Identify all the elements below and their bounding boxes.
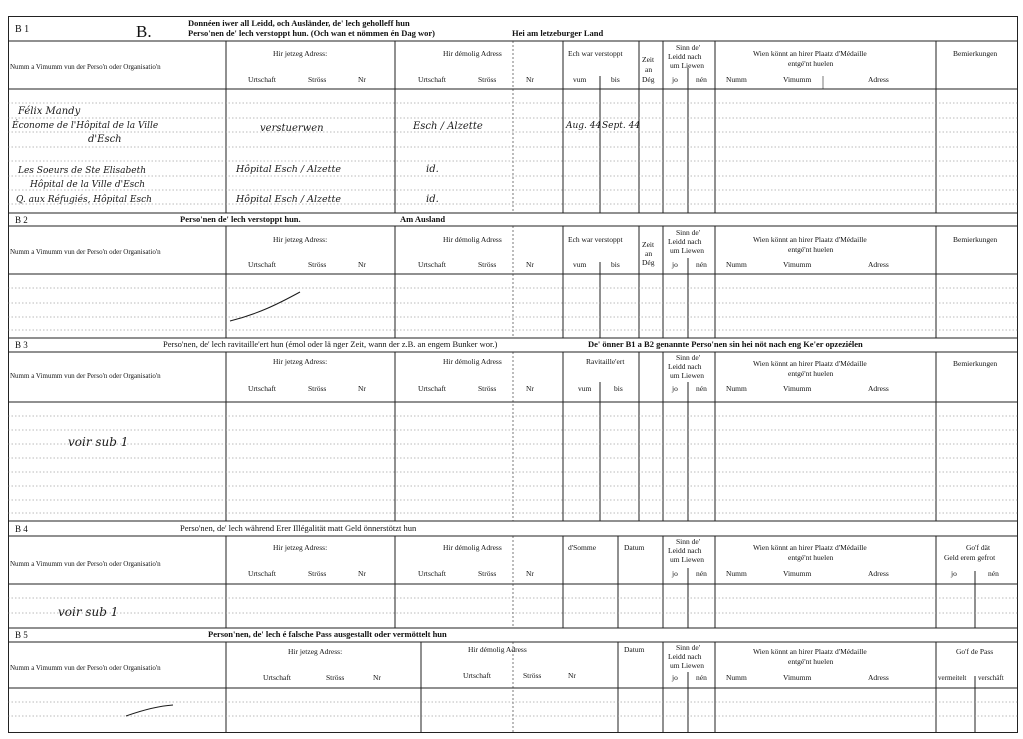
header-medal: entgé'nt huelen xyxy=(788,369,834,378)
section-b3-title-right: De' önner B1 a B2 genannte Perso'nen sin hei nöt nach eng Ke'er opzeziélen xyxy=(588,339,863,349)
header-vum: vum xyxy=(573,75,587,84)
header-nr: Nr xyxy=(526,260,534,269)
header-sinn: um Liewen xyxy=(670,661,704,670)
header-urtschaft: Urtschaft xyxy=(248,75,276,84)
header-numm: Numm xyxy=(726,569,747,578)
header-urtschaft: Urtschaft xyxy=(418,260,446,269)
header-hidden: Ech war verstoppt xyxy=(568,49,623,58)
header-stross: Ströss xyxy=(478,569,497,578)
section-b5-title: Person'nen, de' lech é falsche Pass ausgestallt oder vermöttelt hun xyxy=(208,629,447,639)
header-vimumm: Vimumm xyxy=(783,673,812,682)
header-vimumm: Vimumm xyxy=(783,569,812,578)
hw-b1-name6: Q. aux Réfugiés, Hôpital Esch xyxy=(16,195,152,205)
header-current-address: Hir jetzeg Adress: xyxy=(273,49,328,58)
header-adress: Adress xyxy=(868,673,889,682)
header-stross: Ströss xyxy=(523,671,542,680)
header-deg: Dég xyxy=(642,258,655,267)
header-sinn: Leidd nach xyxy=(668,362,702,371)
header-nen: nén xyxy=(696,260,707,269)
header-medal: Wien könnt an hirer Plaatz d'Médaille xyxy=(753,359,867,368)
header-numm: Numm xyxy=(726,384,747,393)
header-medal: Wien könnt an hirer Plaatz d'Médaille xyxy=(753,235,867,244)
header-geld: Geld erem gefrot xyxy=(944,553,996,562)
header-remarks: Bemierkungen xyxy=(953,235,998,244)
hw-b1-name3: d'Esch xyxy=(88,134,122,145)
section-b4 xyxy=(8,521,1018,628)
header-former-address: Hir démolig Adress xyxy=(443,357,502,366)
header-stross: Ströss xyxy=(478,384,497,393)
section-b5 xyxy=(8,628,1018,732)
section-b2 xyxy=(8,213,1018,338)
header-current-address: Hir jetzeg Adress: xyxy=(288,647,343,656)
header-jo: jo xyxy=(672,260,678,269)
header-somme: d'Somme xyxy=(568,543,597,552)
header-nr: Nr xyxy=(568,671,576,680)
header-nr: Nr xyxy=(358,384,366,393)
header-sinn: Leidd nach xyxy=(668,52,702,61)
header-nr: Nr xyxy=(373,673,381,682)
hw-b5-strike xyxy=(126,705,173,716)
section-b2-title-right: Am Ausland xyxy=(400,214,446,224)
header-sinn: Sinn de' xyxy=(676,228,701,237)
header-deg: Dég xyxy=(642,75,655,84)
form-letter: B. xyxy=(136,22,152,41)
header-adress: Adress xyxy=(868,569,889,578)
section-b4-code: B 4 xyxy=(15,524,28,534)
header-stross: Ströss xyxy=(326,673,345,682)
header-nen: nén xyxy=(696,569,707,578)
header-ravitailleert: Ravitaille'ert xyxy=(586,357,625,366)
header-zeit: Zeit xyxy=(642,55,655,64)
header-geld: Go'f dät xyxy=(966,543,991,552)
header-former-address: Hir démolig Adress xyxy=(443,235,502,244)
header-vermeitelt: vermeitelt xyxy=(938,674,967,682)
header-nr: Nr xyxy=(358,569,366,578)
header-urtschaft: Urtschaft xyxy=(418,569,446,578)
header-person: Numm a Vimumm vun der Perso'n oder Organisatio'n xyxy=(10,63,161,71)
header-stross: Ströss xyxy=(478,260,497,269)
header-current-address: Hir jetzeg Adress: xyxy=(273,235,328,244)
header-datum: Datum xyxy=(624,645,645,654)
section-b4-title: Perso'nen, de' lech während Erer Illégalität matt Geld önnerstötzt hun xyxy=(180,523,417,533)
hw-b4-note: voir sub 1 xyxy=(58,605,119,619)
header-nr: Nr xyxy=(358,260,366,269)
header-adress: Adress xyxy=(868,384,889,393)
header-sinn: Sinn de' xyxy=(676,353,701,362)
header-vimumm: Vimumm xyxy=(783,75,812,84)
header-person: Numm a Vimumm vun der Perso'n oder Organisatio'n xyxy=(10,372,161,380)
header-urtschaft: Urtschaft xyxy=(248,384,276,393)
header-sinn: um Liewen xyxy=(670,555,704,564)
header-nen: nén xyxy=(696,384,707,393)
header-person: Numm a Vimumm vun der Perso'n oder Organisatio'n xyxy=(10,664,161,672)
header-jo: jo xyxy=(951,569,957,578)
header-numm: Numm xyxy=(726,673,747,682)
hw-b2-strike xyxy=(230,292,300,321)
section-b3-title: Perso'nen, de' lech ravitaille'ert hun (émol oder lä nger Zeit, wann der z.B. an engem Bunker wor.) xyxy=(163,339,498,349)
header-vimumm: Vimumm xyxy=(783,260,812,269)
header-former-address: Hir démolig Adress xyxy=(468,645,527,654)
section-b2-title: Perso'nen de' lech verstoppt hun. xyxy=(180,214,301,224)
hw-b1-row2-now: Hôpital Esch / Alzette xyxy=(236,164,341,175)
header-urtschaft: Urtschaft xyxy=(248,260,276,269)
section-b3-code: B 3 xyxy=(15,340,28,350)
section-b3 xyxy=(8,338,1018,521)
header-jo: jo xyxy=(672,569,678,578)
header-current-address: Hir jetzeg Adress: xyxy=(273,543,328,552)
header-stross: Ströss xyxy=(478,75,497,84)
header-medal: entgé'nt huelen xyxy=(788,553,834,562)
header-numm: Numm xyxy=(726,75,747,84)
header-nr: Nr xyxy=(358,75,366,84)
header-urtschaft: Urtschaft xyxy=(248,569,276,578)
hw-b1-name5: Hôpital de la Ville d'Esch xyxy=(30,180,146,190)
header-jo: jo xyxy=(672,673,678,682)
section-b1-title3: Hei am letzeburger Land xyxy=(512,28,604,38)
header-sinn: um Liewen xyxy=(670,246,704,255)
hw-b1-name4: Les Soeurs de Ste Elisabeth xyxy=(18,166,146,176)
section-b2-code: B 2 xyxy=(15,215,28,225)
header-remarks: Bemierkungen xyxy=(953,359,998,368)
section-b1-title2: Perso'nen de' lech verstoppt hun. (Och wan et nömmen én Dag wor) xyxy=(188,28,435,38)
header-nen: nén xyxy=(696,673,707,682)
hw-b1-addr-before: Esch / Alzette xyxy=(413,121,483,132)
header-nr: Nr xyxy=(526,569,534,578)
section-b1 xyxy=(8,18,1018,213)
header-stross: Ströss xyxy=(308,569,327,578)
header-person: Numm a Vimumm vun der Perso'n oder Organisatio'n xyxy=(10,560,161,568)
header-nr: Nr xyxy=(526,75,534,84)
header-nen: nén xyxy=(988,569,999,578)
header-sinn: Leidd nach xyxy=(668,237,702,246)
header-an: an xyxy=(645,249,653,258)
header-hidden: Ech war verstoppt xyxy=(568,235,623,244)
header-bis: bis xyxy=(611,260,620,269)
header-stross: Ströss xyxy=(308,384,327,393)
section-b1-title1: Donnéen iwer all Leidd, och Ausländer, de' lech geholleff hun xyxy=(188,18,410,28)
header-sinn: Leidd nach xyxy=(668,652,702,661)
header-urtschaft: Urtschaft xyxy=(418,384,446,393)
hw-b1-addr-now: verstuerwen xyxy=(260,123,324,134)
header-pass: Go'f de Pass xyxy=(956,647,994,656)
header-urtschaft: Urtschaft xyxy=(418,75,446,84)
header-nr: Nr xyxy=(526,384,534,393)
header-bis: bis xyxy=(611,75,620,84)
header-vum: vum xyxy=(578,384,592,393)
header-zeit: Zeit xyxy=(642,240,655,249)
header-sinn: um Liewen xyxy=(670,61,704,70)
header-former-address: Hir démolig Adress xyxy=(443,49,502,58)
header-datum: Datum xyxy=(624,543,645,552)
header-sinn: Sinn de' xyxy=(676,643,701,652)
header-remarks: Bemierkungen xyxy=(953,49,998,58)
header-sinn: um Liewen xyxy=(670,371,704,380)
header-jo: jo xyxy=(672,384,678,393)
header-sinn: Sinn de' xyxy=(676,43,701,52)
header-sinn: Sinn de' xyxy=(676,537,701,546)
header-medal: entgé'nt huelen xyxy=(788,245,834,254)
header-medal: entgé'nt huelen xyxy=(788,59,834,68)
header-medal: Wien könnt an hirer Plaatz d'Médaille xyxy=(753,543,867,552)
header-urtschaft: Urtschaft xyxy=(263,673,291,682)
form-sheet xyxy=(8,16,1018,734)
header-medal: Wien könnt an hirer Plaatz d'Médaille xyxy=(753,647,867,656)
header-person: Numm a Vimumm vun der Perso'n oder Organisatio'n xyxy=(10,248,161,256)
header-medal: entgé'nt huelen xyxy=(788,657,834,666)
header-verschaft: verschäft xyxy=(978,674,1004,682)
hw-b1-row2-before: id. xyxy=(426,164,439,175)
header-numm: Numm xyxy=(726,260,747,269)
header-jo: jo xyxy=(672,75,678,84)
header-adress: Adress xyxy=(868,260,889,269)
header-stross: Ströss xyxy=(308,260,327,269)
hw-b1-row3-before: id. xyxy=(426,194,439,205)
header-adress: Adress xyxy=(868,75,889,84)
header-sinn: Leidd nach xyxy=(668,546,702,555)
header-vimumm: Vimumm xyxy=(783,384,812,393)
header-bis: bis xyxy=(614,384,623,393)
hw-b3-note: voir sub 1 xyxy=(68,435,129,449)
header-current-address: Hir jetzeg Adress: xyxy=(273,357,328,366)
hw-b1-to: Sept. 44 xyxy=(602,121,641,131)
hw-b1-name2: Économe de l'Hôpital de la Ville xyxy=(12,121,159,131)
section-b5-code: B 5 xyxy=(15,630,28,640)
header-nen: nén xyxy=(696,75,707,84)
header-stross: Ströss xyxy=(308,75,327,84)
header-urtschaft: Urtschaft xyxy=(463,671,491,680)
hw-b1-name1: Félix Mandy xyxy=(18,106,81,117)
hw-b1-row3-now: Hôpital Esch / Alzette xyxy=(236,194,341,205)
hw-b1-from: Aug. 44 xyxy=(566,121,602,131)
header-vum: vum xyxy=(573,260,587,269)
header-an: an xyxy=(645,65,653,74)
header-medal: Wien könnt an hirer Plaatz d'Médaille xyxy=(753,49,867,58)
section-b1-code: B 1 xyxy=(15,24,30,35)
header-former-address: Hir démolig Adress xyxy=(443,543,502,552)
form-grid xyxy=(8,16,1018,734)
